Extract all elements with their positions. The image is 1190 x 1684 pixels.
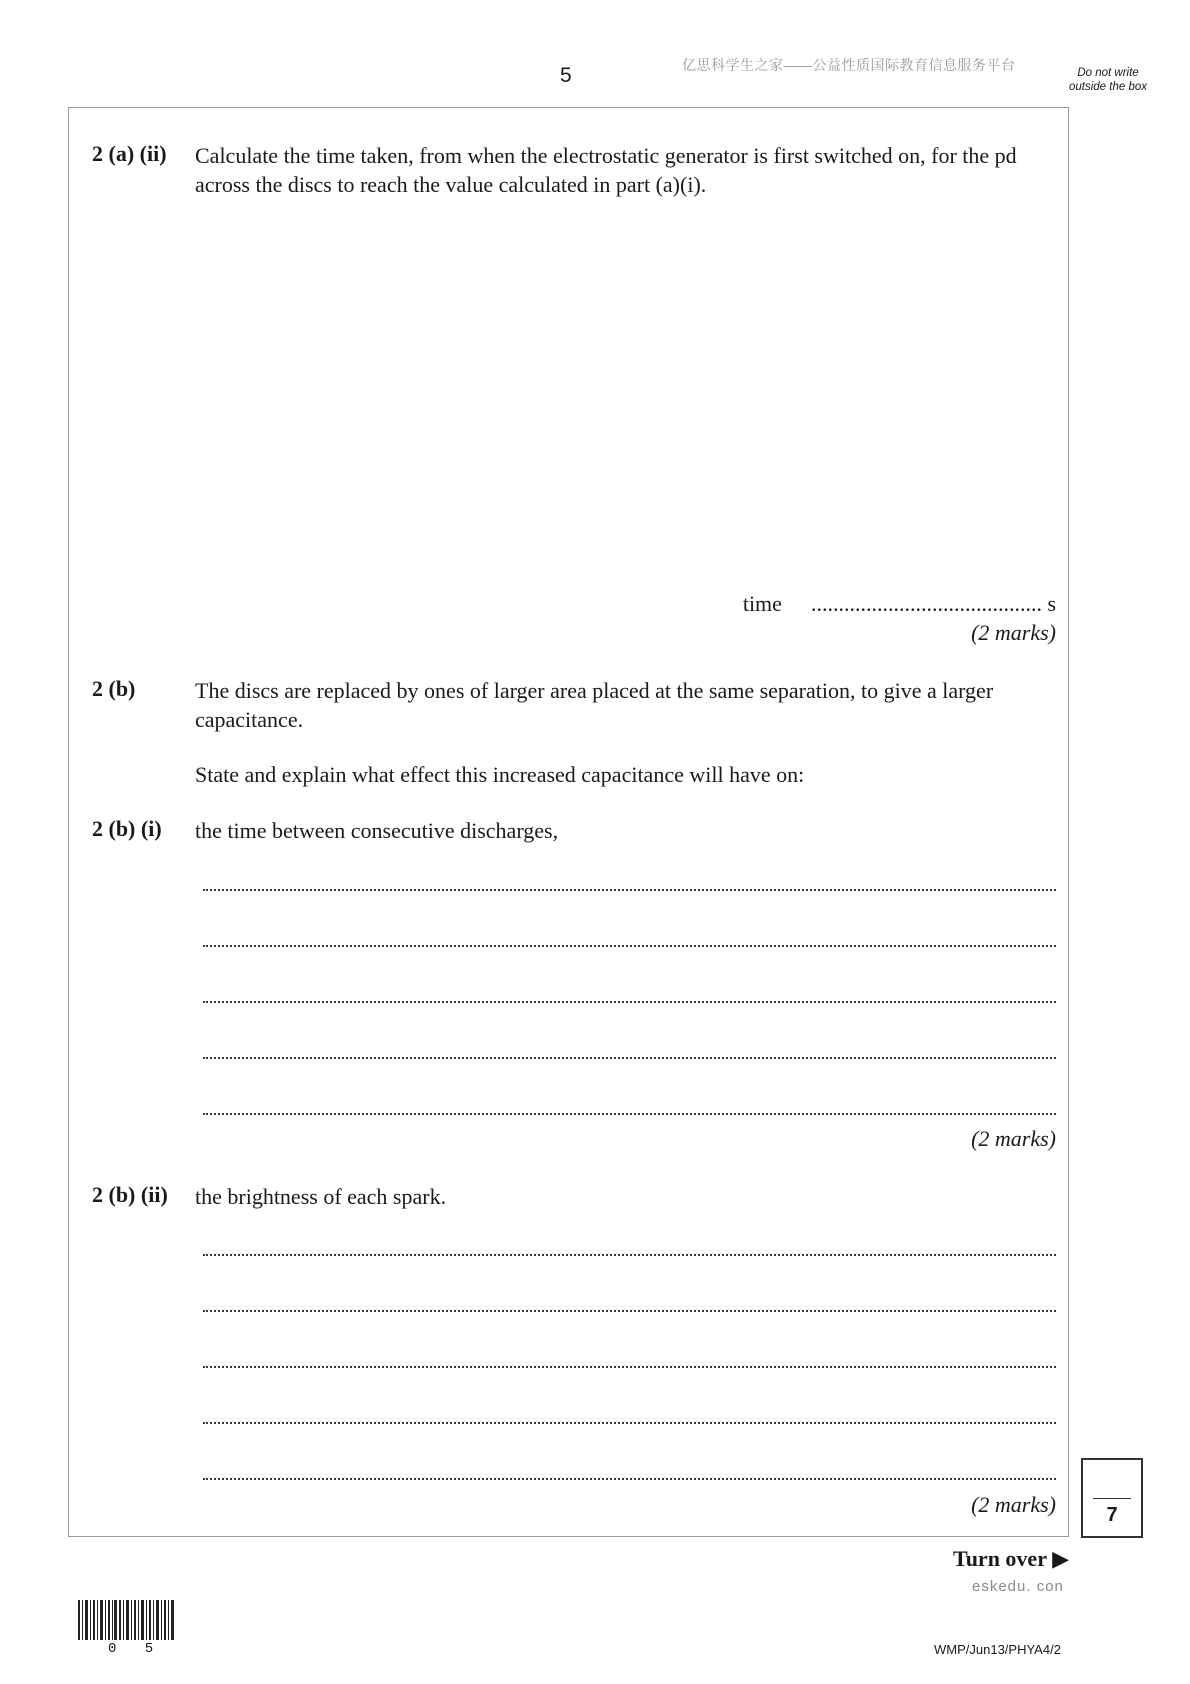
question-text-2b: The discs are replaced by ones of larger area placed at the same separation, to give a larger capacitance. [195, 678, 994, 732]
question-number-2b: 2 (b) [92, 676, 136, 701]
answer-line-2bi-4[interactable] [203, 1057, 1056, 1059]
time-unit: s [1047, 591, 1056, 616]
paper-reference: WMP/Jun13/PHYA4/2 [934, 1642, 1061, 1657]
question-instruction-2b: State and explain what effect this increased capacitance will have on: [195, 762, 805, 787]
marks-2aii: (2 marks) [971, 620, 1056, 645]
mark-box-total: 7 [1106, 1504, 1118, 1526]
marks-2bi: (2 marks) [971, 1126, 1056, 1151]
marks-2bii: (2 marks) [971, 1492, 1056, 1517]
question-number-2bi: 2 (b) (i) [92, 816, 162, 841]
answer-line-2bii-3[interactable] [203, 1366, 1056, 1368]
turn-over-label: Turn over ▶ [953, 1546, 1069, 1571]
answer-line-2bii-4[interactable] [203, 1422, 1056, 1424]
time-label: time [742, 591, 782, 616]
barcode-digits: 0 5 [108, 1641, 164, 1657]
question-number-2aii: 2 (a) (ii) [92, 141, 167, 166]
answer-line-2bi-1[interactable] [203, 889, 1056, 891]
watermark-text: 亿思科学生之家——公益性质国际教育信息服务平台 [682, 57, 1016, 73]
answer-line-2bi-3[interactable] [203, 1001, 1056, 1003]
page-number: 5 [560, 64, 572, 87]
question-number-2bii: 2 (b) (ii) [92, 1182, 168, 1207]
answer-line-2bii-5[interactable] [203, 1478, 1056, 1480]
barcode-icon [78, 1600, 176, 1640]
question-text-2aii: Calculate the time taken, from when the electrostatic generator is first switched on, for the pd across the discs to reach the value calculated in part (a)(i). [195, 143, 1017, 197]
mark-box [1081, 1458, 1143, 1538]
margin-note: Do not write outside the box [1068, 67, 1147, 93]
answer-line-2bii-2[interactable] [203, 1310, 1056, 1312]
question-text-2bii: the brightness of each spark. [195, 1184, 447, 1209]
answer-line-2bii-1[interactable] [203, 1254, 1056, 1256]
answer-line-2bi-2[interactable] [203, 945, 1056, 947]
question-text-2bi: the time between consecutive discharges, [195, 818, 559, 843]
time-answer-field[interactable]: .......................................... [810, 591, 1042, 616]
mark-box-rule [1093, 1498, 1131, 1499]
site-watermark: eskedu. con [972, 1578, 1064, 1595]
answer-line-2bi-5[interactable] [203, 1113, 1056, 1115]
time-answer-row [743, 591, 1056, 617]
